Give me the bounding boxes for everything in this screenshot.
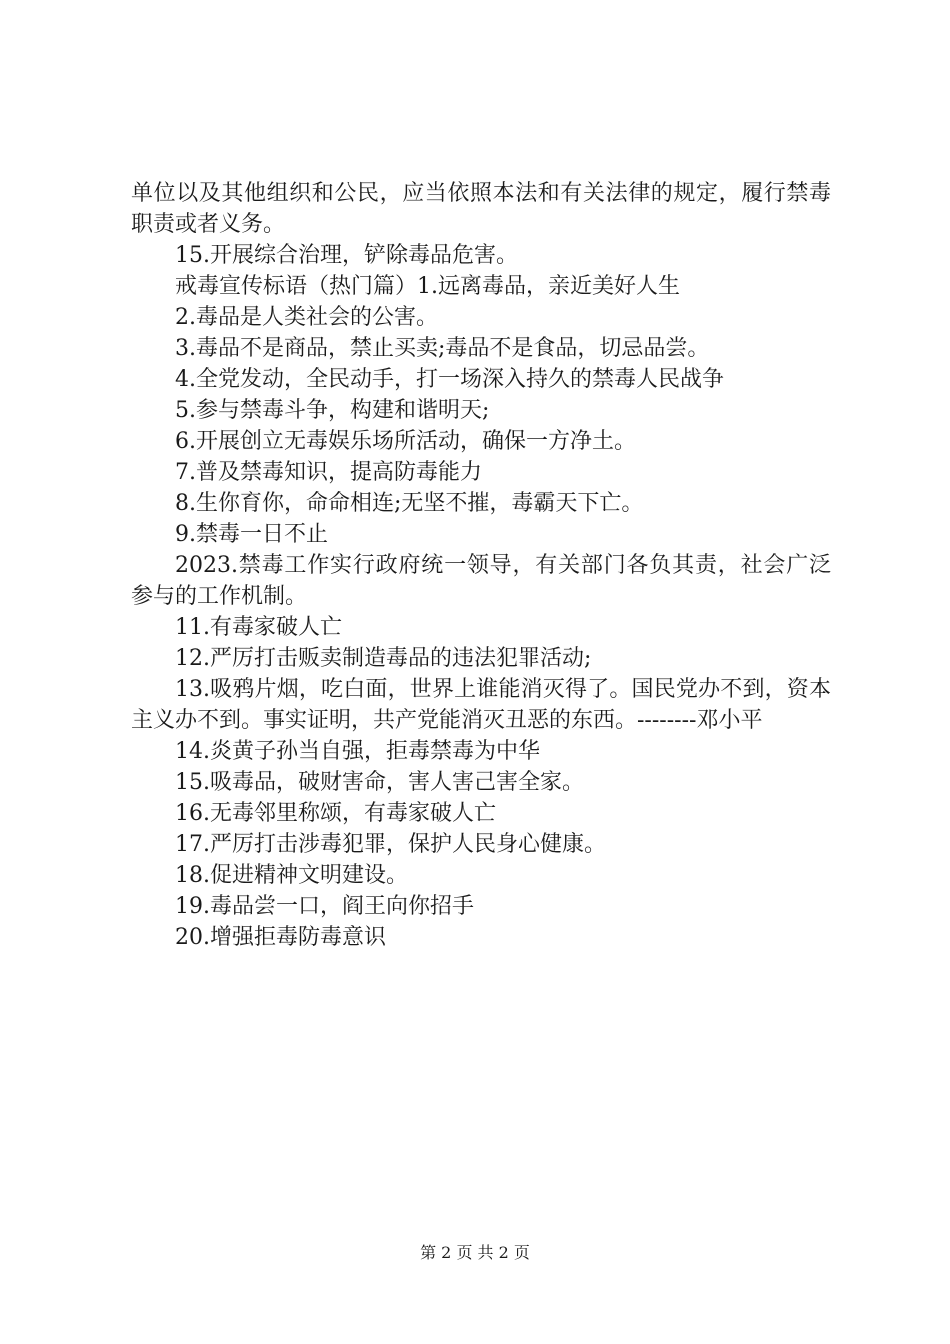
document-body: [131, 178, 831, 953]
paragraph-22: 20.增强拒毒防毒意识: [175, 925, 386, 950]
paragraph-2: 15.开展综合治理，铲除毒品危害。: [175, 243, 518, 268]
paragraph-12: 2023.禁毒工作实行政府统一领导，有关部门各负其责，社会广泛参与的工作机制。: [131, 553, 831, 609]
page-number-footer: 第 2 页 共 2 页: [420, 1243, 530, 1262]
paragraph-3: 戒毒宣传标语（热门篇）1.远离毒品，亲近美好人生: [175, 274, 680, 299]
paragraph-7: 5.参与禁毒斗争，构建和谐明天;: [175, 398, 490, 423]
paragraph-11: 9.禁毒一日不止: [175, 522, 328, 547]
paragraph-15: 13.吸鸦片烟，吃白面，世界上谁能消灭得了。国民党办不到，资本主义办不到。事实证明，共产党能消灭丑恶的东西。--------邓小平: [131, 677, 831, 733]
paragraph-10: 8.生你育你，命命相连;无坚不摧，毒霸天下亡。: [175, 491, 644, 516]
paragraph-6: 4.全党发动，全民动手，打一场深入持久的禁毒人民战争: [175, 367, 724, 392]
paragraph-21: 19.毒品尝一口，阎王向你招手: [175, 894, 474, 919]
paragraph-13: 11.有毒家破人亡: [175, 615, 342, 640]
paragraph-5: 3.毒品不是商品，禁止买卖;毒品不是食品，切忌品尝。: [175, 336, 710, 361]
paragraph-4: 2.毒品是人类社会的公害。: [175, 305, 438, 330]
paragraph-9: 7.普及禁毒知识，提高防毒能力: [175, 460, 482, 485]
paragraph-1: 单位以及其他组织和公民，应当依照本法和有关法律的规定，履行禁毒职责或者义务。: [131, 181, 831, 237]
paragraph-16: 14.炎黄子孙当自强，拒毒禁毒为中华: [175, 739, 540, 764]
paragraph-14: 12.严厉打击贩卖制造毒品的违法犯罪活动;: [175, 646, 592, 671]
paragraph-17: 15.吸毒品，破财害命，害人害己害全家。: [175, 770, 584, 795]
paragraph-8: 6.开展创立无毒娱乐场所活动，确保一方净土。: [175, 429, 636, 454]
paragraph-18: 16.无毒邻里称颂，有毒家破人亡: [175, 801, 496, 826]
paragraph-20: 18.促进精神文明建设。: [175, 863, 408, 888]
paragraph-19: 17.严厉打击涉毒犯罪，保护人民身心健康。: [175, 832, 606, 857]
